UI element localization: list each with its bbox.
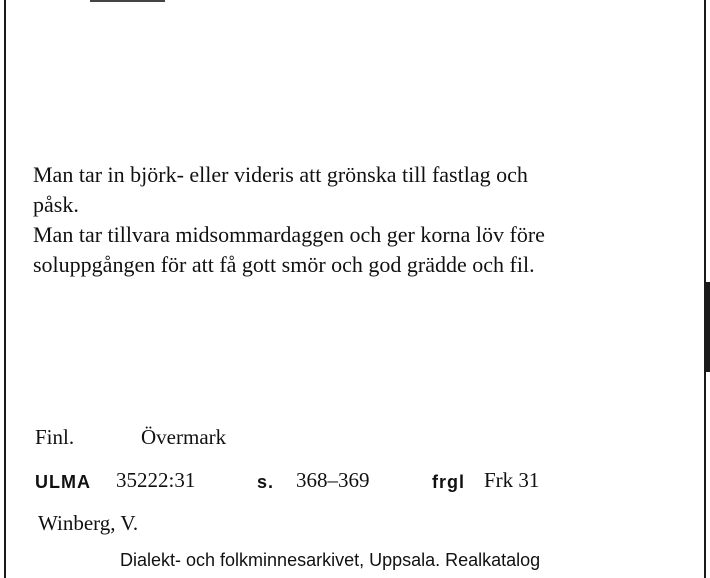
body-line: Man tar tillvara midsommardaggen och ger korna löv före (33, 222, 545, 247)
informant-label: frgl (432, 472, 465, 492)
body-line: soluppgången för att få gott smör och god grädde och fil. (33, 252, 535, 277)
archive-number: 35222:31 (116, 468, 196, 492)
place-label: Övermark (141, 425, 227, 449)
informant-code: Frk 31 (484, 468, 540, 492)
card-top-mark (90, 0, 165, 2)
collector-name: Winberg, V. (38, 511, 139, 535)
archive-label: ULMA (35, 472, 91, 492)
card-edge-mark (706, 282, 710, 372)
body-line: Man tar in björk- eller videris att grönska till fastlag och (33, 162, 528, 187)
archive-footer: Dialekt- och folkminnesarkivet, Uppsala. Realkatalog (120, 550, 541, 570)
card-left-border (4, 0, 6, 578)
card-body-text (33, 160, 653, 280)
page-label: s. (257, 472, 275, 492)
page-range: 368–369 (296, 468, 370, 492)
region-label: Finl. (35, 425, 75, 449)
body-line: påsk. (33, 192, 79, 217)
